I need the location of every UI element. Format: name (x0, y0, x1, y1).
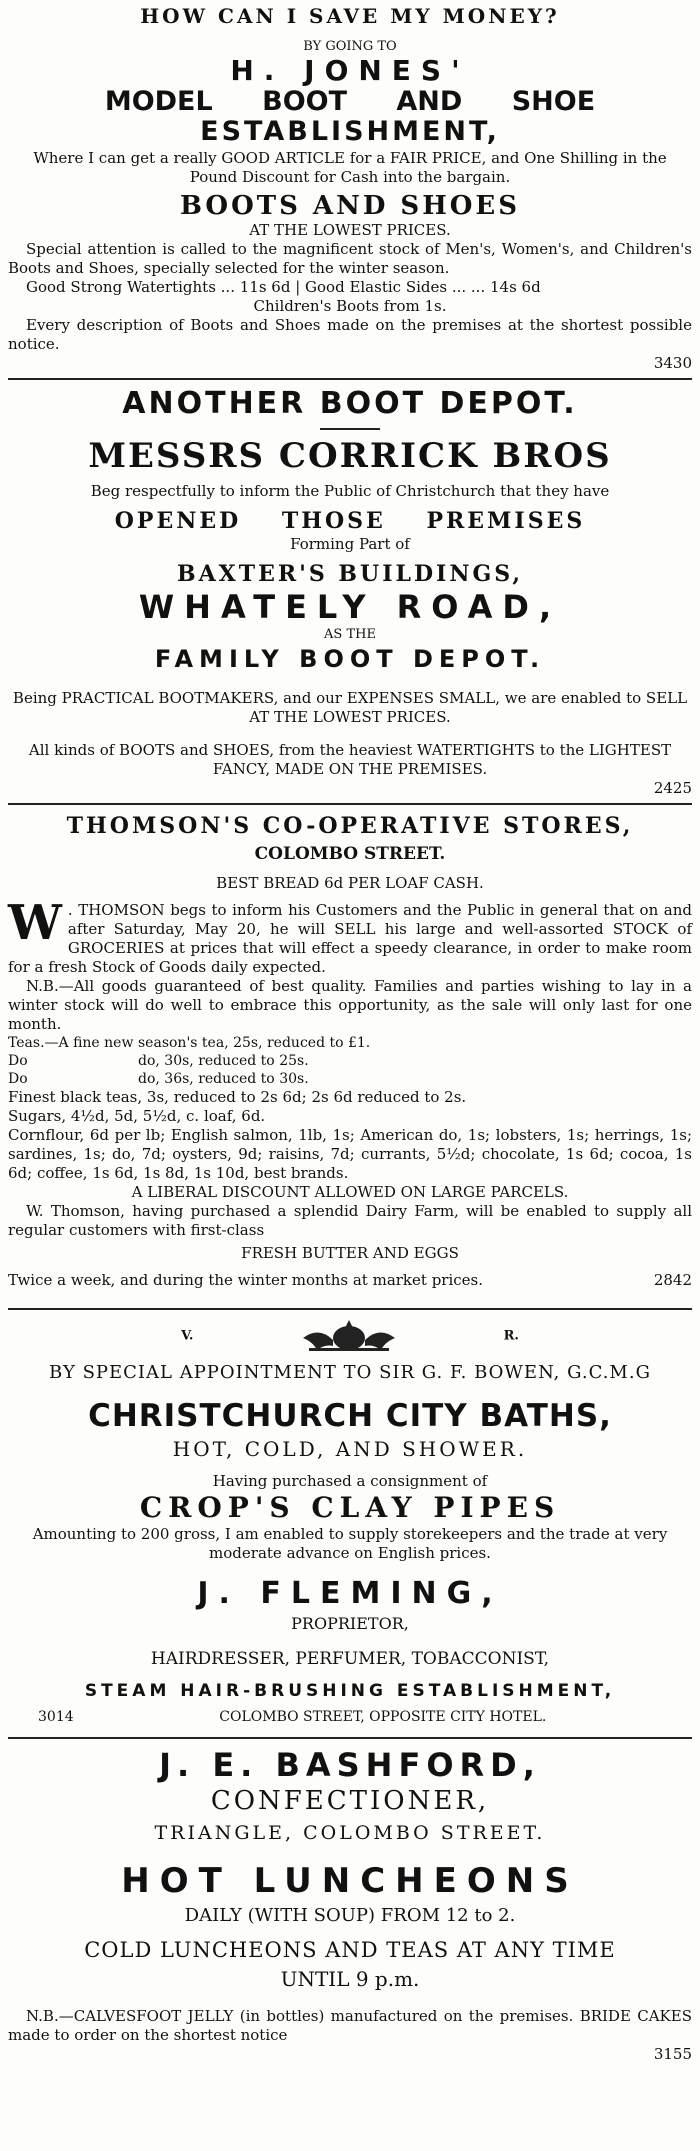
crest-left-letter: V. (181, 1328, 194, 1344)
crest-right-letter: R. (503, 1328, 519, 1344)
city-baths-advertisement (8, 1318, 692, 1725)
ad3-butter: FRESH BUTTER AND EGGS (241, 1244, 459, 1262)
ad3-dropcap: W (8, 895, 62, 951)
ad3-street: COLOMBO STREET. (254, 844, 446, 864)
ad5-trade: CONFECTIONER, (210, 1786, 490, 1816)
royal-crest-row (8, 1318, 692, 1352)
ad3-footer (8, 1271, 692, 1290)
ad5-until: UNTIL 9 p.m. (280, 1967, 420, 1991)
ad4-serial: 3014 (38, 1709, 74, 1725)
newspaper-advertisements-page (0, 4, 700, 2151)
ad4-steam: STEAM HAIR-BRUSHING ESTABLISHMENT, (84, 1681, 616, 1701)
ad2-serial: 2425 (653, 779, 692, 797)
ad1-every: Every description of Boots and Shoes made on the premises at the shortest possible notice. (8, 316, 692, 353)
ad4-kinds: HOT, COLD, AND SHOWER. (172, 1437, 528, 1461)
ad1-children: Children's Boots from 1s. (253, 297, 447, 315)
ad4-having: Having purchased a consignment of (212, 1472, 488, 1490)
ad4-pipes: CROP'S CLAY PIPES (139, 1491, 561, 1524)
ad1-intro: Where I can get a really GOOD ARTICLE for a FAIR PRICE, and One Shilling in the Pound Discount for Cash into the bargain. (33, 149, 667, 186)
ad2-all-kinds: All kinds of BOOTS and SHOES, from the heaviest WATERTIGHTS to the LIGHTEST FANCY, MADE ON THE PREMISES. (28, 741, 672, 778)
ad5-cold: COLD LUNCHEONS AND TEAS AT ANY TIME (84, 1938, 616, 1962)
ad5-nb: N.B.—CALVESFOOT JELLY (in bottles) manufactured on the premises. BRIDE CAKES made to order on the shortest notice (8, 2007, 692, 2044)
ad1-subtitle: BOOTS AND SHOES (179, 191, 521, 221)
list-item: Teas.—A fine new season's tea, 25s, reduced to £1. (8, 1035, 371, 1051)
divider (8, 1737, 692, 1739)
thomson-stores-advertisement (8, 811, 692, 1290)
ad2-name: MESSRS CORRICK BROS (88, 436, 612, 476)
ad2-forming: Forming Part of (290, 535, 410, 553)
ad1-name: H. JONES' (230, 54, 470, 87)
short-rule (320, 428, 380, 430)
ad5-serial: 3155 (653, 2045, 692, 2063)
ad1-headline: HOW CAN I SAVE MY MONEY? (140, 4, 560, 28)
ad3-cornflour: Cornflour, 6d per lb; English salmon, 1lb, 1s; American do, 1s; lobsters, 1s; herrings, 1s; sardines, 1s; do, 7d; oysters, 9d; raisins, 7d; currants, 5½d; chocolate, 1s 6d; cocoa, 1s 6d; coffee, 1s 6d, 1s 8d, 1s 10d, best brands. (8, 1126, 692, 1182)
ad3-finest: Finest black teas, 3s, reduced to 2s 6d; 2s 6d reduced to 2s. (8, 1088, 467, 1106)
bashford-advertisement (8, 1745, 692, 2063)
ad2-baxter: BAXTER'S BUILDINGS, (176, 561, 523, 587)
ad2-family: FAMILY BOOT DEPOT. (154, 645, 546, 673)
list-item: Do do, 30s, reduced to 25s. (8, 1053, 309, 1069)
ad3-tea-list (8, 1034, 692, 1088)
divider (8, 803, 692, 805)
ad4-trades: HAIRDRESSER, PERFUMER, TOBACCONIST, (150, 1649, 550, 1669)
ad3-dairy: W. Thomson, having purchased a splendid Dairy Farm, will be enabled to supply all regular customers with first-class (8, 1202, 692, 1239)
ad4-fleming: J. FLEMING, (197, 1576, 503, 1611)
ad3-body: . THOMSON begs to inform his Customers and the Public in general that on and after Saturday, May 20, he will SELL his large and well-assorted STOCK of GROCERIES at prices that will effect a speedy clearance, in order to make room for a fresh Stock of Goods daily expected. (8, 901, 692, 976)
ad4-footer (8, 1709, 692, 1725)
list-item: Do do, 36s, reduced to 30s. (8, 1071, 309, 1087)
ad5-daily: DAILY (WITH SOUP) FROM 12 to 2. (184, 1905, 516, 1926)
ad2-being: Being PRACTICAL BOOTMAKERS, and our EXPENSES SMALL, we are enabled to SELL AT THE LOWEST PRICES. (12, 689, 688, 726)
divider (8, 378, 692, 380)
ad4-address: COLOMBO STREET, OPPOSITE CITY HOTEL. (219, 1709, 547, 1725)
ad3-body-paragraph (8, 895, 692, 977)
ad1-title2: ESTABLISHMENT, (200, 116, 500, 147)
ad2-beg: Beg respectfully to inform the Public of Christchurch that they have (90, 482, 610, 500)
ad4-name: CHRISTCHURCH CITY BATHS, (88, 1398, 612, 1434)
ad1-lowest: AT THE LOWEST PRICES. (249, 221, 451, 239)
ad1-title1: MODEL BOOT AND SHOE (104, 86, 596, 117)
ad3-twice: Twice a week, and during the winter months at market prices. (8, 1271, 484, 1289)
royal-crest-icon (289, 1318, 409, 1352)
ad2-as-the: AS THE (324, 627, 376, 642)
ad3-serial: 2842 (653, 1271, 692, 1289)
ad2-whately: WHATELY ROAD, (138, 588, 562, 626)
h-jones-advertisement (8, 4, 692, 372)
corrick-bros-advertisement (8, 386, 692, 797)
ad5-name: J. E. BASHFORD, (159, 1746, 541, 1784)
ad4-proprietor: PROPRIETOR, (291, 1614, 409, 1633)
ad4-amounting: Amounting to 200 gross, I am enabled to supply storekeepers and the trade at very moderate advance on English prices. (32, 1525, 668, 1562)
ad3-nb: N.B.—All goods guaranteed of best quality. Families and parties wishing to lay in a winter stock will do well to embrace this opportunity, as the sale will only last for one month. (8, 977, 692, 1033)
ad4-appointment: BY SPECIAL APPOINTMENT TO SIR G. F. BOWEN, G.C.M.G (49, 1362, 651, 1383)
ad2-opened: OPENED THOSE PREMISES (114, 508, 586, 534)
ad1-prices: Good Strong Watertights ... 11s 6d | Good Elastic Sides ... ... 14s 6d (26, 278, 541, 296)
ad5-address: TRIANGLE, COLOMBO STREET. (154, 1822, 546, 1844)
divider (8, 1308, 692, 1310)
ad1-attention: Special attention is called to the magnificent stock of Men's, Women's, and Children's Boots and Shoes, specially selected for the winter season. (8, 240, 692, 277)
ad1-by-going: BY GOING TO (303, 39, 397, 54)
ad2-headline: ANOTHER BOOT DEPOT. (122, 386, 578, 421)
ad1-serial: 3430 (653, 354, 692, 372)
ad5-hot: HOT LUNCHEONS (121, 1861, 579, 1901)
ad3-discount: A LIBERAL DISCOUNT ALLOWED ON LARGE PARCELS. (131, 1183, 569, 1201)
ad3-headline: THOMSON'S CO-OPERATIVE STORES, (66, 813, 634, 839)
ad3-bread: BEST BREAD 6d PER LOAF CASH. (216, 874, 484, 892)
ad3-sugars: Sugars, 4½d, 5d, 5½d, c. loaf, 6d. (8, 1107, 266, 1125)
